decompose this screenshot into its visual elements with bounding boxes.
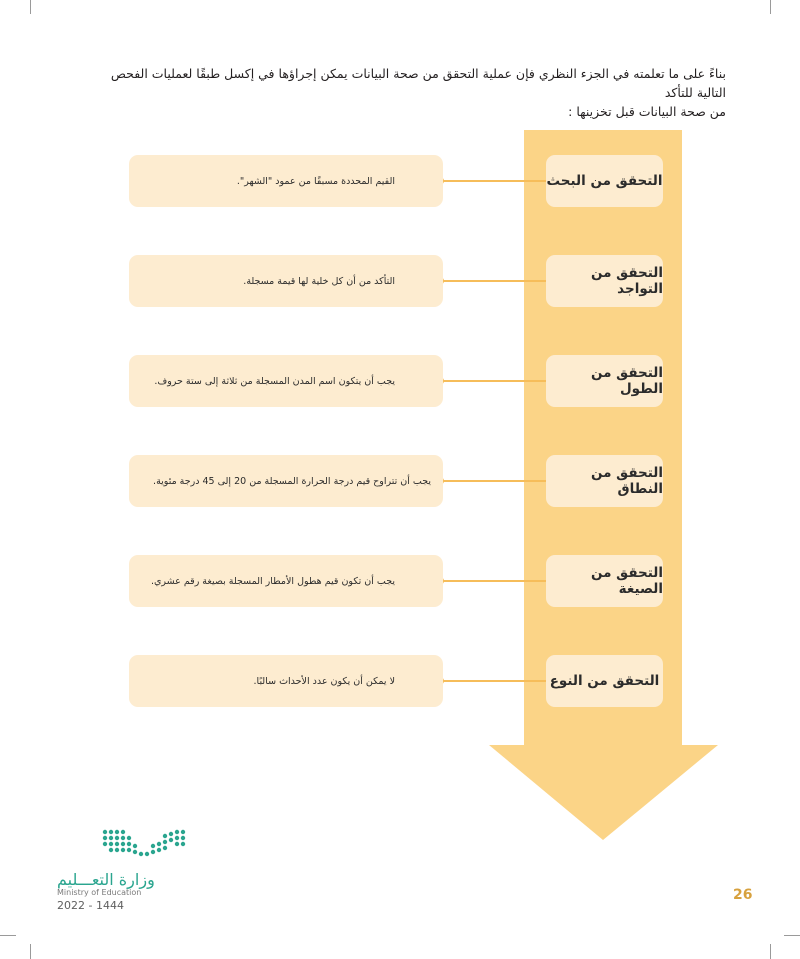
- check-label-presence: التحقق من التواجد: [546, 255, 663, 307]
- intro-line-2: من صحة البيانات قبل تخزينها :: [568, 104, 726, 119]
- check-label-format: التحقق من الصيغة: [546, 555, 663, 607]
- check-desc-presence: [129, 255, 443, 307]
- connector-range: [436, 474, 546, 488]
- connector-format: [436, 574, 546, 588]
- page-number: 26: [733, 887, 753, 903]
- connector-lookup: [436, 174, 546, 188]
- check-desc-lookup: [129, 155, 443, 207]
- check-desc-text: التأكد من أن كل خلية لها قيمة مسجلة.: [243, 275, 395, 287]
- check-label-type: التحقق من النوع: [546, 655, 663, 707]
- check-desc-text: يجب أن تكون قيم هطول الأمطار المسجلة بصيغة رقم عشري.: [150, 575, 395, 587]
- check-desc-text: لا يمكن أن يكون عدد الأحداث سالبًا.: [253, 675, 395, 687]
- ministry-logo: [57, 824, 197, 916]
- check-desc-length: [129, 355, 443, 407]
- check-desc-text: يجب أن يتكون اسم المدن المسجلة من ثلاثة إلى ستة حروف.: [154, 375, 395, 387]
- connector-type: [436, 674, 546, 688]
- check-desc-text: يجب أن تتراوح قيم درجة الحرارة المسجلة من 20 إلى 45 درجة مئوية.: [153, 475, 431, 487]
- ministry-year: 2022 - 1444: [57, 899, 124, 912]
- check-desc-type: [129, 655, 443, 707]
- connector-length: [436, 374, 546, 388]
- check-desc-range: [129, 455, 443, 507]
- check-desc-text: القيم المحددة مسبقًا من عمود "الشهر".: [236, 175, 395, 187]
- check-label-range: التحقق من النطاق: [546, 455, 663, 507]
- intro-line-1: بناءً على ما تعلمته في الجزء النظري فإن عملية التحقق من صحة البيانات يمكن إجراؤها في إكسل طبقًا لعمليات الفحص التالية للتأكد: [110, 66, 726, 100]
- check-label-lookup: التحقق من البحث: [546, 155, 663, 207]
- ministry-emblem-icon: [97, 824, 193, 864]
- ministry-name-english: Ministry of Education: [57, 888, 142, 897]
- check-label-length: التحقق من الطول: [546, 355, 663, 407]
- connector-presence: [436, 274, 546, 288]
- check-desc-format: [129, 555, 443, 607]
- ministry-name-arabic: وزارة التعـــليم: [57, 870, 155, 889]
